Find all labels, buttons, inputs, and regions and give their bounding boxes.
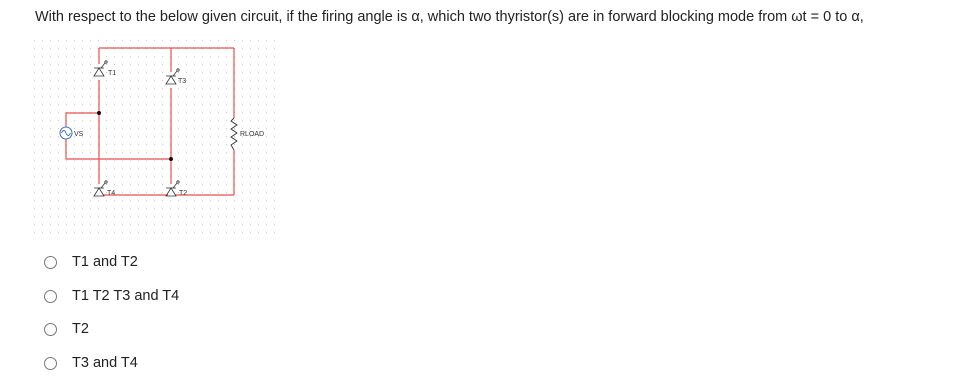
source-label: VS	[74, 131, 84, 138]
question-text: With respect to the below given circuit, if the firing angle is α, which two thyristor(s) are in forward blocking mode from ωt = 0 to α,	[35, 9, 864, 25]
option-label: T2	[72, 321, 89, 337]
option-4[interactable]	[44, 355, 138, 371]
option-label: T3 and T4	[72, 355, 138, 371]
option-label: T1 and T2	[72, 254, 138, 270]
option-label: T1 T2 T3 and T4	[72, 288, 180, 304]
thyristor-label: T1	[108, 70, 117, 77]
circuit-diagram	[34, 40, 280, 240]
grid-background	[34, 40, 280, 240]
load-label: RLOAD	[240, 131, 265, 138]
option-1[interactable]	[44, 254, 138, 270]
junction-node	[97, 111, 101, 115]
radio-button[interactable]	[44, 290, 57, 303]
ac-source	[60, 127, 72, 139]
junction-node	[169, 157, 173, 161]
thyristor-label: T3	[178, 78, 187, 85]
option-3[interactable]	[44, 321, 89, 337]
thyristor-label: T2	[179, 190, 188, 197]
radio-button[interactable]	[44, 256, 57, 269]
radio-button[interactable]	[44, 323, 57, 336]
radio-button[interactable]	[44, 357, 57, 370]
option-2[interactable]	[44, 288, 179, 304]
thyristor-label: T4	[107, 190, 116, 197]
